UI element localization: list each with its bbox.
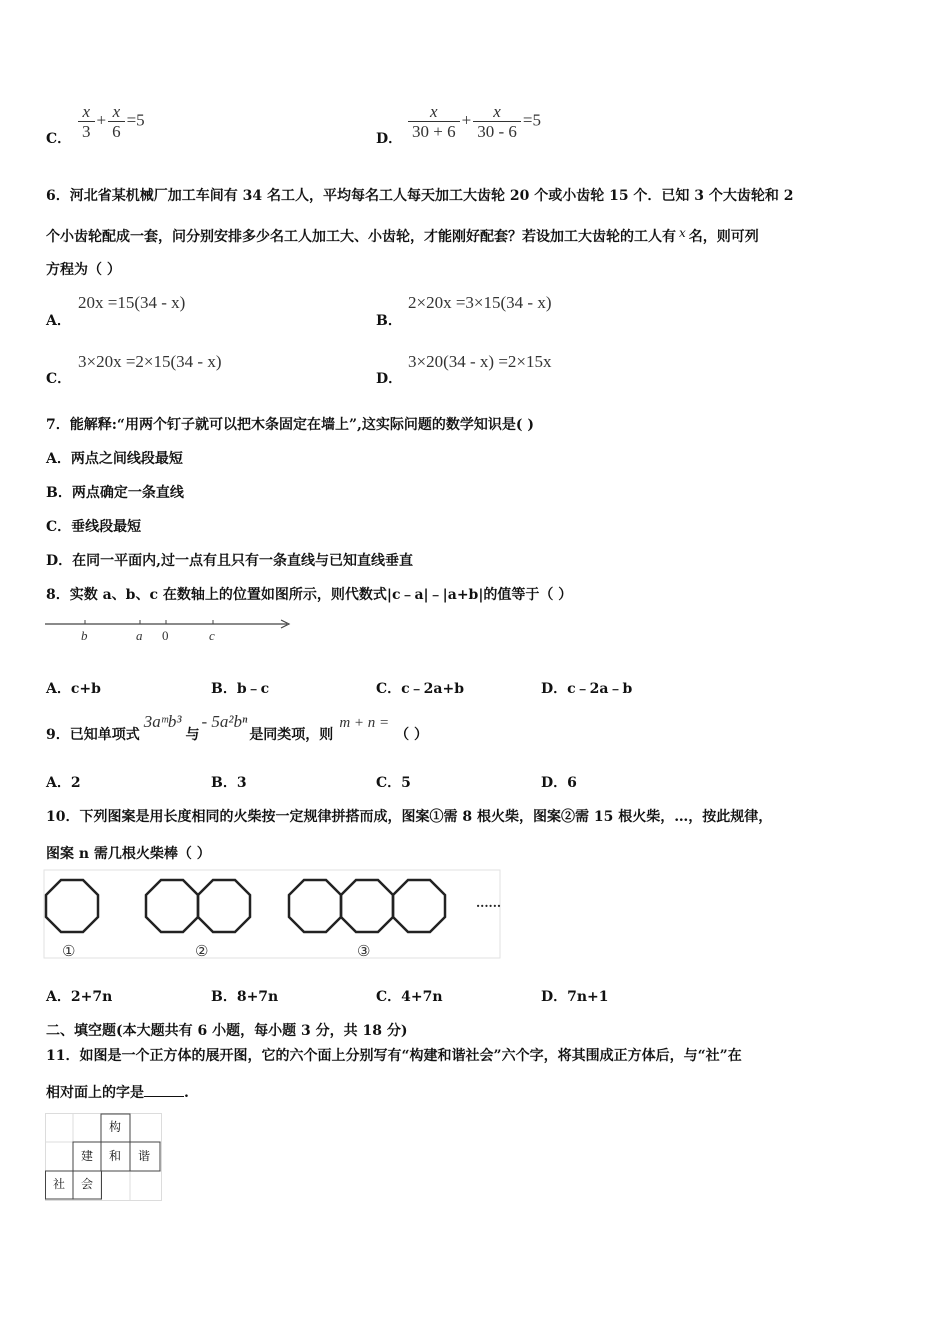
net-face-hui: 会 [80, 1177, 93, 1191]
axis-label-a: a [136, 628, 143, 643]
octagon-3c [393, 880, 445, 932]
q11-stem-line2: 相对面上的字是 . [46, 1082, 189, 1102]
q7-option-b: B．两点确定一条直线 [46, 485, 184, 501]
q6-stem-line3: 方程为（ ） [46, 262, 121, 278]
net-face-xie: 谐 [137, 1149, 150, 1163]
q9-stem: 9．已知单项式3aᵐb³与- 5a²bⁿ是同类项，则m + n =（ ） [46, 712, 429, 743]
q6-option-c-equation: 3×20x =2×15(34 - x) [78, 352, 222, 371]
q10-option-a: A．2+7n [46, 989, 113, 1005]
q10-stem-line1: 10．下列图案是用长度相同的火柴按一定规律拼搭而成，图案①需 8 根火柴，图案②需 15 根火柴，…，按此规律， [46, 809, 773, 825]
q10-option-d: D．7n+1 [541, 989, 609, 1005]
q9-option-b: B．3 [211, 775, 247, 791]
q7-option-c: C．垂线段最短 [46, 519, 142, 535]
axis-label-0: 0 [162, 628, 169, 643]
section-2-title: 二、填空题(本大题共有 6 小题，每小题 3 分，共 18 分) [46, 1023, 408, 1039]
q6-option-b-equation: 2×20x =3×15(34 - x) [408, 293, 552, 312]
figure-label-3: ③ [357, 942, 371, 960]
q6-option-c-label: C． [46, 371, 72, 387]
octagon-2a [146, 880, 198, 932]
q6-stem-line2: 个小齿轮配成一套，问分别安排多少名工人加工大、小齿轮，才能刚好配套？若设加工大齿轮的工人有 x 名，则可列 [46, 226, 759, 245]
net-face-gou: 构 [108, 1120, 121, 1134]
q8-stem: 8．实数 a、b、c 在数轴上的位置如图所示，则代数式|c﹣a|﹣|a+b|的值等于（ ） [46, 587, 573, 603]
q10-option-c: C．4+7n [376, 989, 443, 1005]
q9-option-c: C．5 [376, 775, 411, 791]
q10-matchstick-figures [44, 870, 504, 962]
q5-option-d-label: D． [376, 131, 403, 147]
figure-label-1: ① [62, 942, 76, 960]
q5-option-d-equation: $\frac{x}{30 + 6}$ + $\frac{x}{30 - 6}$ =5 [406, 102, 541, 141]
q6-option-b-label: B． [376, 313, 402, 329]
q8-option-b: B．b﹣c [211, 681, 270, 697]
q9-option-d: D．6 [541, 775, 577, 791]
q7-stem: 7．能解释:“用两个钉子就可以把木条固定在墙上”,这实际问题的数学知识是( ) [46, 417, 535, 433]
q10-stem-line2: 图案 n 需几根火柴棒（ ） [46, 846, 211, 862]
octagon-2b [198, 880, 250, 932]
q6-option-a-label: A． [46, 313, 71, 329]
q9-option-a: A．2 [46, 775, 81, 791]
net-face-he: 和 [108, 1149, 121, 1163]
q6-stem-line1: 6．河北省某机械厂加工车间有 34 名工人，平均每名工人每天加工大齿轮 20 个或小齿轮 15 个．已知 3 个大齿轮和 2 [46, 188, 794, 204]
net-face-jian: 建 [80, 1149, 93, 1163]
octagon-3b [341, 880, 393, 932]
figure-label-2: ② [195, 942, 209, 960]
q8-option-a: A．c+b [46, 681, 101, 697]
answer-blank[interactable] [144, 1082, 184, 1097]
q5-option-c-label: C． [46, 131, 72, 147]
q7-option-d: D．在同一平面内,过一点有且只有一条直线与已知直线垂直 [46, 553, 414, 569]
q6-option-a-equation: 20x =15(34 - x) [78, 293, 186, 312]
q8-number-line [45, 612, 295, 644]
q6-option-d-label: D． [376, 371, 403, 387]
axis-label-c: c [209, 628, 215, 643]
q6-option-d-equation: 3×20(34 - x) =2×15x [408, 352, 552, 371]
continuation-dots: ...... [476, 896, 502, 910]
q10-option-b: B．8+7n [211, 989, 279, 1005]
q8-option-d: D．c﹣2a﹣b [541, 681, 633, 697]
net-face-she: 社 [52, 1177, 65, 1191]
q8-option-c: C．c﹣2a+b [376, 681, 464, 697]
q7-option-a: A．两点之间线段最短 [46, 451, 183, 467]
cube-net [45, 1113, 162, 1201]
axis-label-b: b [81, 628, 88, 643]
octagon-1 [46, 880, 98, 932]
octagon-3a [289, 880, 341, 932]
q5-option-c-equation: $\frac{x}{3}$ + $\frac{x}{6}$ =5 [76, 102, 145, 141]
q11-stem-line1: 11．如图是一个正方体的展开图，它的六个面上分别写有“构建和谐社会”六个字，将其围成正方体后，与“社”在 [46, 1048, 742, 1064]
